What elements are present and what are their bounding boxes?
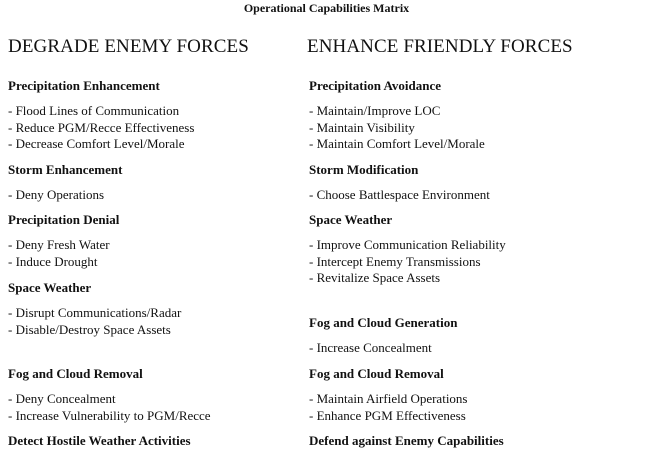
section-list [8,391,211,424]
list-item: - Maintain Comfort Level/Morale [309,136,485,152]
section-space-weather-degrade [8,280,181,338]
list-item: - Maintain Airfield Operations [309,391,468,406]
section-detect-hostile-weather [8,433,191,448]
section-title: Precipitation Denial [8,212,120,227]
list-item: - Disable/Destroy Space Assets [8,321,171,337]
section-list [309,391,468,424]
section-title: Defend against Enemy Capabilities [309,433,504,448]
section-list [309,187,490,204]
page-title: Operational Capabilities Matrix [243,1,410,15]
section-storm-modification [309,162,490,204]
section-title: Precipitation Enhancement [8,78,160,93]
section-title: Storm Modification [309,162,419,177]
section-title: Fog and Cloud Removal [8,366,143,381]
section-title: Fog and Cloud Generation [309,315,458,330]
section-precipitation-enhancement [8,78,194,153]
section-fog-cloud-removal-degrade [8,366,211,424]
list-item: - Deny Operations [8,187,105,202]
list-item: - Deny Concealment [8,391,116,406]
list-item: - Induce Drought [8,253,98,269]
section-list [8,187,122,204]
section-precipitation-avoidance [309,78,485,153]
section-fog-cloud-generation [309,315,457,357]
section-title: Storm Enhancement [8,162,123,177]
section-title: Space Weather [8,280,92,295]
section-storm-enhancement [8,162,122,204]
section-list [309,103,485,153]
section-list [309,237,506,287]
section-precipitation-denial [8,212,119,270]
section-title: Space Weather [309,212,393,227]
section-list [8,305,181,338]
section-space-weather-enhance [309,212,506,287]
list-item: - Enhance PGM Effectiveness [309,407,466,423]
column-heading-enhance: ENHANCE FRIENDLY FORCES [307,36,573,57]
list-item: - Reduce PGM/Recce Effectiveness [8,119,195,135]
section-list [8,103,194,153]
list-item: - Disrupt Communications/Radar [8,305,182,320]
column-heading-degrade: DEGRADE ENEMY FORCES [8,36,249,57]
list-item: - Increase Concealment [309,340,432,355]
list-item: - Decrease Comfort Level/Morale [8,136,185,152]
list-item: - Flood Lines of Communication [8,103,180,118]
list-item: - Revitalize Space Assets [309,270,441,286]
section-defend-enemy-capabilities [309,433,504,448]
section-list [8,237,119,270]
list-item: - Improve Communication Reliability [309,237,506,252]
list-item: - Increase Vulnerability to PGM/Recce [8,407,211,423]
section-fog-cloud-removal-enhance [309,366,468,424]
list-item: - Maintain/Improve LOC [309,103,441,118]
section-title: Precipitation Avoidance [309,78,442,93]
list-item: - Maintain Visibility [309,119,415,135]
section-title: Fog and Cloud Removal [309,366,444,381]
list-item: - Deny Fresh Water [8,237,110,252]
list-item: - Choose Battlespace Environment [309,187,490,202]
section-title: Detect Hostile Weather Activities [8,433,191,448]
section-list [309,340,457,357]
list-item: - Intercept Enemy Transmissions [309,253,481,269]
